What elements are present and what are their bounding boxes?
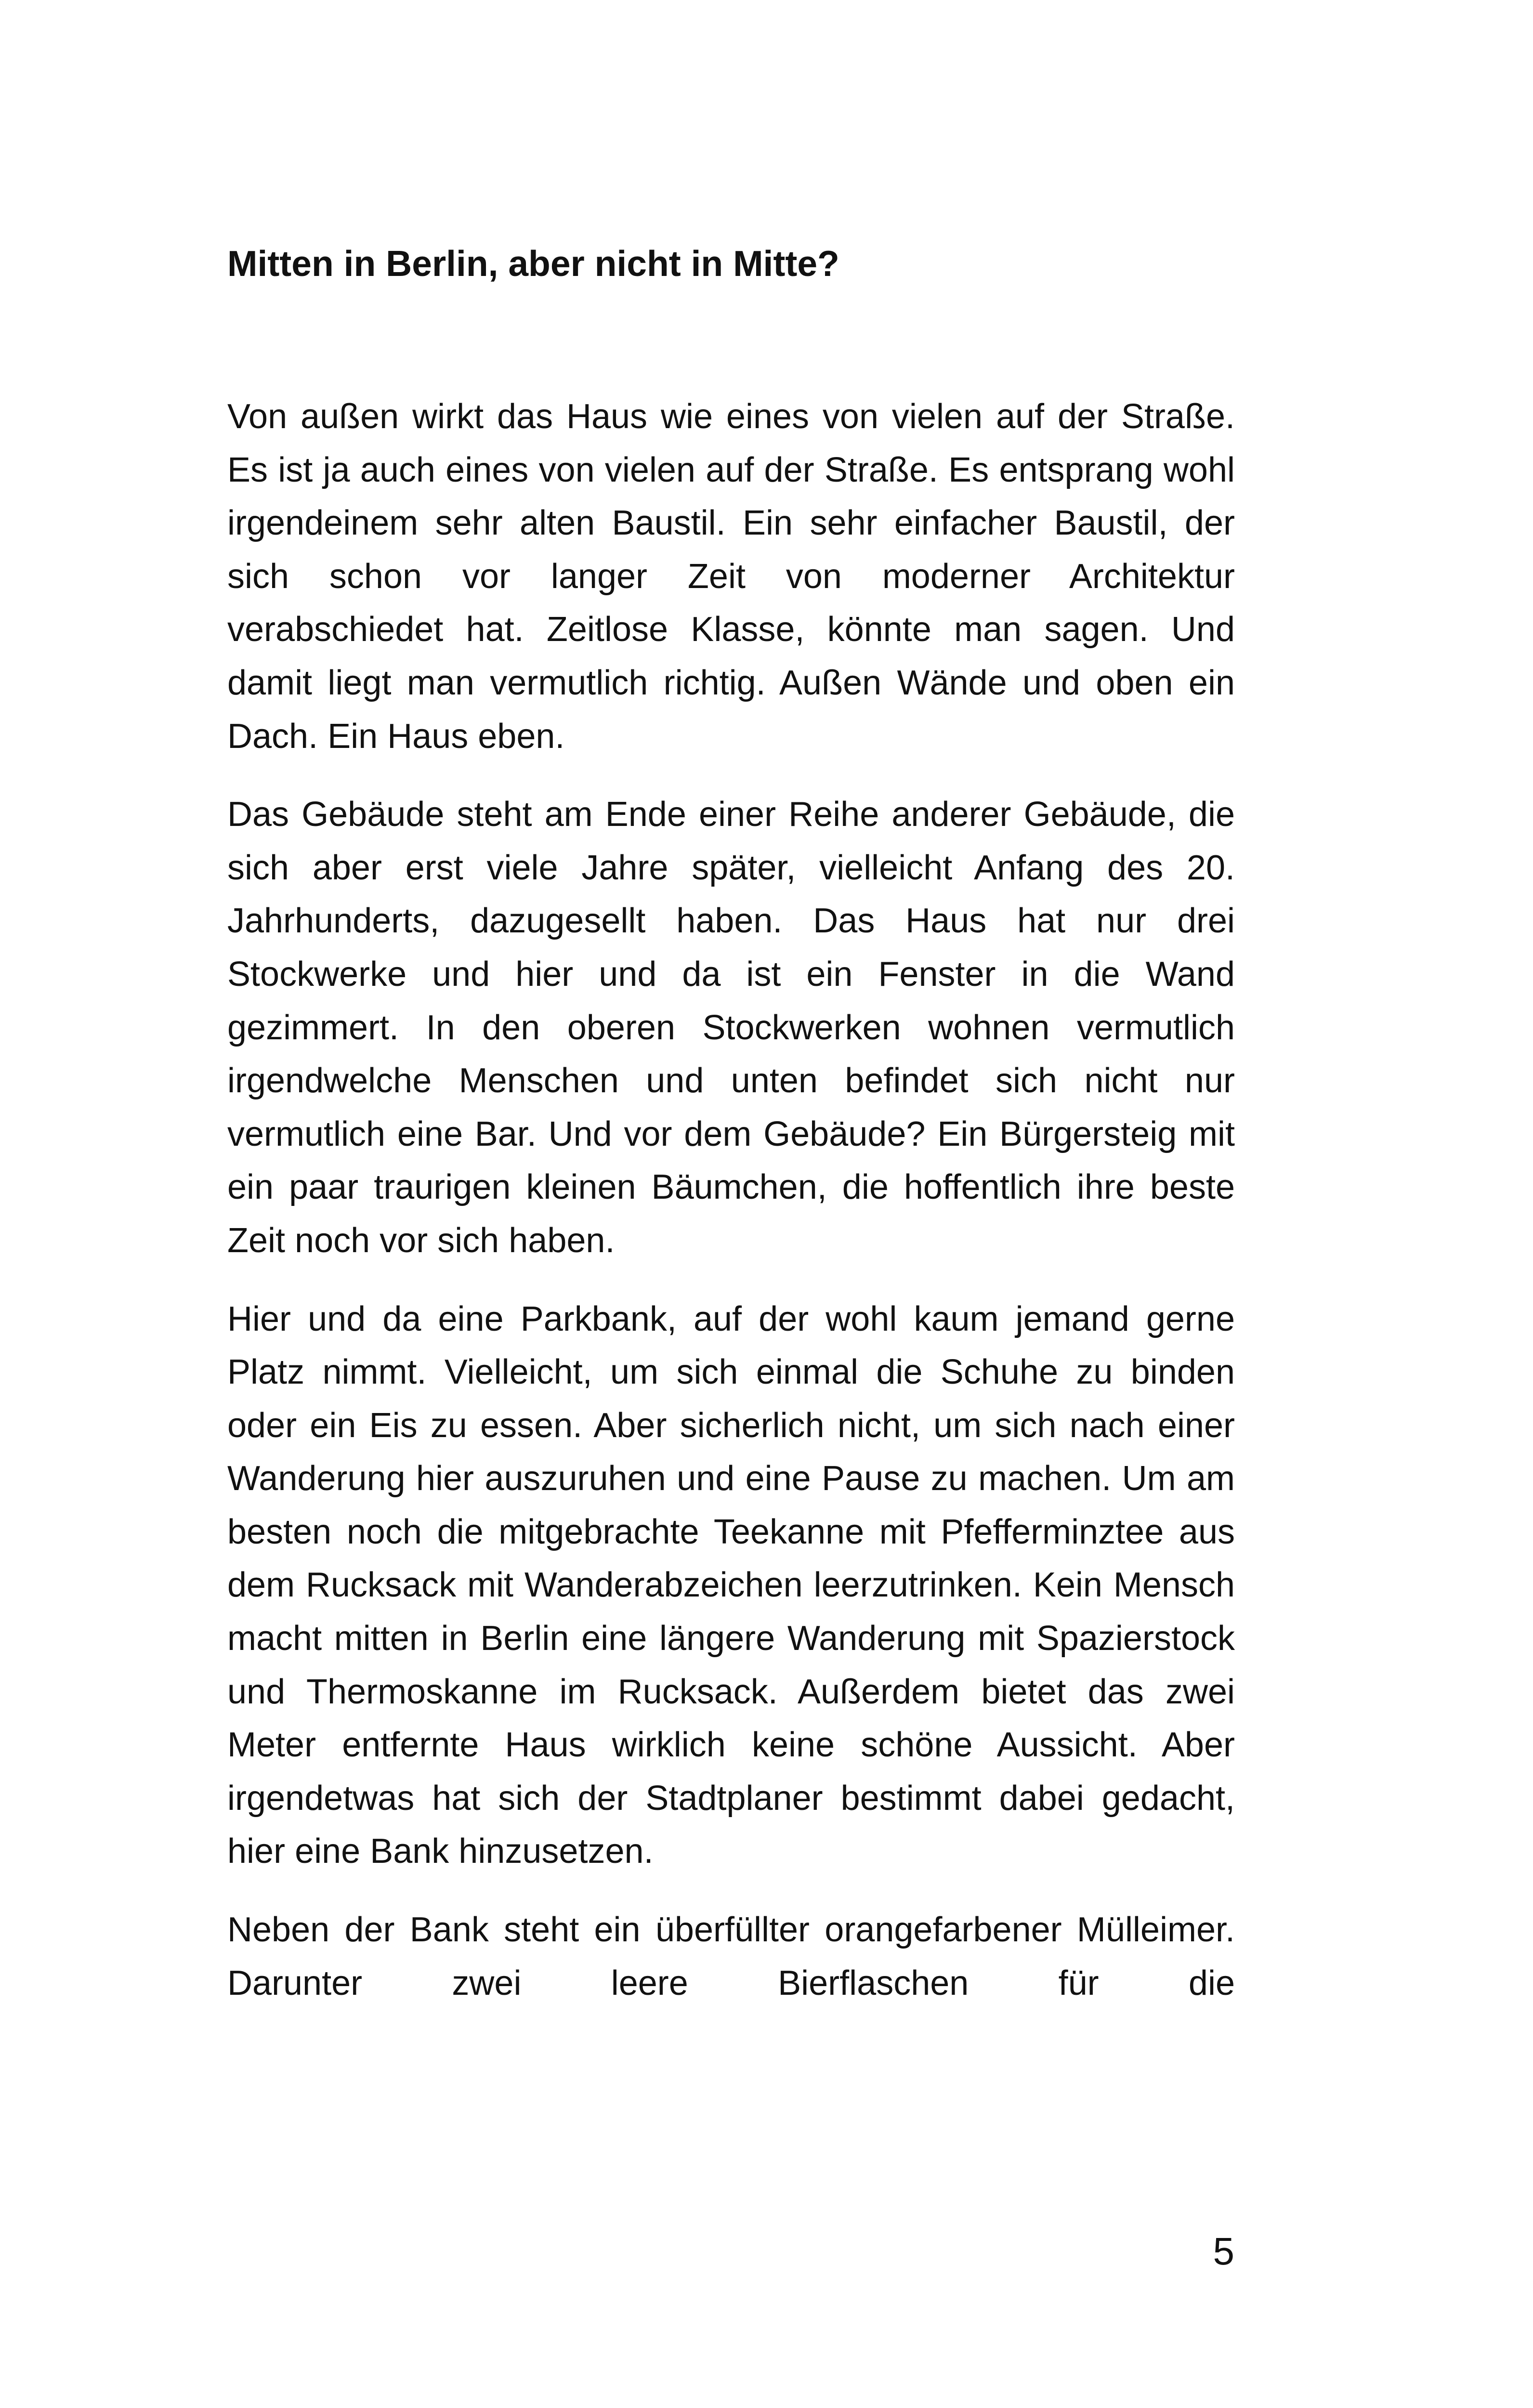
- body-text: [227, 390, 1235, 2035]
- paragraph: Hier und da eine Parkbank, auf der wohl kaum jemand gerne Platz nimmt. Vielleicht, um sich einmal die Schuhe zu binden oder ein Eis zu essen. Aber sicherlich nicht, um sich nach einer Wanderung hier auszuruhen und eine Pause zu machen. Um am besten noch die mitgebrachte Teekanne mit Pfefferminztee aus dem Rucksack mit Wanderabzeichen leerzutrinken. Kein Mensch macht mitten in Berlin eine längere Wanderung mit Spazierstock und Thermoskanne im Rucksack. Außerdem bietet das zwei Meter entfernte Haus wirklich keine schöne Aussicht. Aber irgendetwas hat sich der Stadtplaner bestimmt dabei gedacht, hier eine Bank hinzusetzen.: [227, 1299, 1235, 1871]
- paragraph: Von außen wirkt das Haus wie eines von vielen auf der Straße. Es ist ja auch eines von vielen auf der Straße. Es entsprang wohl irgendeinem sehr alten Baustil. Ein sehr einfacher Baustil, der sich schon vor langer Zeit von moderner Architektur verabschiedet hat. Zeitlose Klasse, könnte man sagen. Und damit liegt man vermutlich richtig. Außen Wände und oben ein Dach. Ein Haus eben.: [227, 397, 1235, 756]
- page-number: 5: [1213, 2230, 1234, 2273]
- paragraph: Neben der Bank steht ein überfüllter orangefarbener Mülleimer. Darunter zwei leere Bierflaschen für die: [227, 1911, 1235, 2002]
- chapter-title: Mitten in Berlin, aber nicht in Mitte?: [227, 243, 839, 284]
- paragraph: Das Gebäude steht am Ende einer Reihe anderer Gebäude, die sich aber erst viele Jahre später, vielleicht Anfang des 20. Jahrhunderts, dazugesellt haben. Das Haus hat nur drei Stockwerke und hier und da ist ein Fenster in die Wand gezimmert. In den oberen Stockwerken wohnen vermutlich irgendwelche Menschen und unten befindet sich nicht nur vermutlich eine Bar. Und vor dem Gebäude? Ein Bürgersteig mit ein paar traurigen kleinen Bäumchen, die hoffentlich ihre beste Zeit noch vor sich haben.: [227, 795, 1235, 1260]
